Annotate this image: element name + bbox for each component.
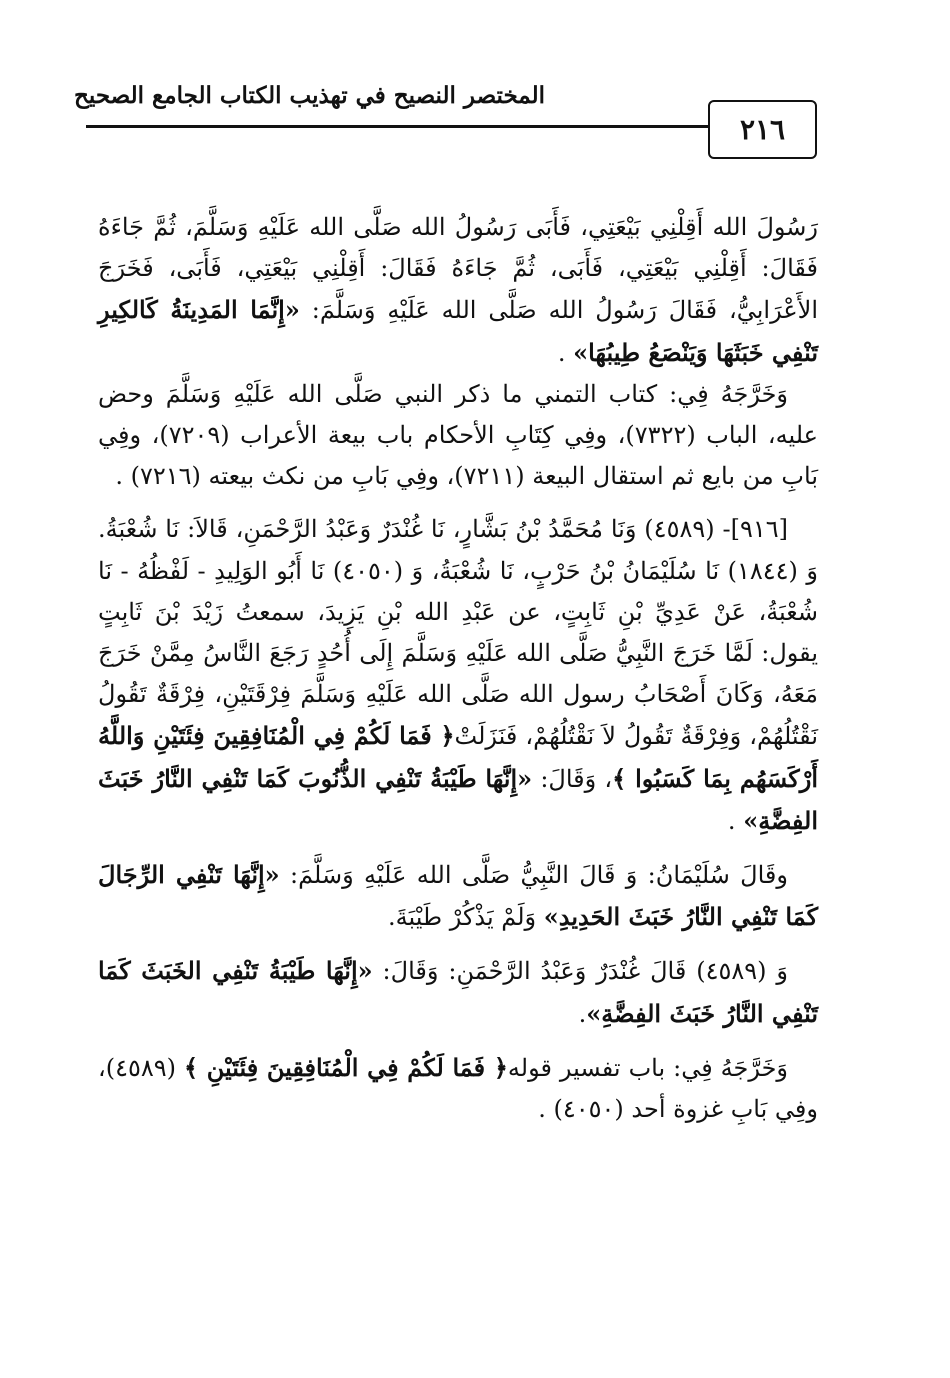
hadith-quote-3: «إِنَّهَا تَنْفِي الرِّجَالَ كَمَا تَنْفِي النَّارُ خَبَثَ الحَدِيدِ» bbox=[98, 860, 818, 932]
paragraph-6-text-b: (٤٥٨٩)، وفِي بَابِ غزوة أحد (٤٠٥٠) . bbox=[98, 1053, 818, 1124]
hadith-quote-1: «إِنَّمَا المَدِينَةُ كَالكِيرِ تَنْفِي خَبَثَهَا وَيَنْصَعُ طِيبُهَا» bbox=[98, 295, 818, 367]
header-rule bbox=[86, 125, 711, 128]
hadith-quote-2: «إِنَّهَا طَيْبَةُ تَنْفِي الذُّنُوبَ كَمَا تَنْفِي النَّارُ خَبَثَ الفِضَّةِ» bbox=[98, 763, 818, 835]
page-number: ٢١٦ bbox=[739, 113, 786, 146]
paragraph-5 bbox=[98, 950, 818, 1034]
running-header-title: المختصر النصيح في تهذيب الكتاب الجامع الصحيح bbox=[74, 82, 545, 109]
quran-verse-1: ﴿ فَمَا لَكُمْ فِي الْمُنَافِقِينَ فِئَتَيْنِ وَاللَّهُ أَرْكَسَهُم بِمَا كَسَبُوا ﴾ bbox=[98, 721, 818, 793]
paragraph-5-text-b: . bbox=[578, 999, 587, 1028]
paragraph-gap bbox=[98, 497, 818, 509]
paragraph-3 bbox=[98, 509, 818, 842]
paragraph-3-text-a: [٩١٦]- (٤٥٨٩) وَنَا مُحَمَّدُ بْنُ بَشَّارٍ، نَا غُنْدَرٌ وَعَبْدُ الرَّحْمَنِ، قَالاَ: نَا شُعْبَةُ. وَ (١٨٤٤) نَا سُلَيْمَانُ بْنُ حَرْبٍ، نَا شُعْبَةُ، وَ (٤٠٥٠) نَا أَبُو الوَلِيدِ - لَفْظُهُ - نَا شُعْبَةُ، عَنْ عَدِيِّ بْنِ ثَابِتٍ، عن عَبْدِ الله بْنِ يَزِيدَ، سمعتُ زَيْدَ بْنَ ثَابِتٍ يقول: لَمَّا خَرَجَ النَّبِيُّ صَلَّى الله عَلَيْهِ وَسَلَّمَ إِلَى أُحُدٍ رَجَعَ النَّاسُ مِمَّنْ خَرَجَ مَعَهُ، وَكَانَ أَصْحَابُ رسول الله صَلَّى الله عَلَيْهِ وَسَلَّمَ فِرْقَتَيْنِ، فِرْقَةٌ تَقُولُ نَقْتُلُهُمْ، وَفِرْقَةٌ تَقُولُ لاَ نَقْتُلُهُمْ، فَنَزَلَتْ bbox=[98, 515, 818, 751]
paragraph-2: وَخَرَّجَهُ فِي: كتاب التمني ما ذكر النبي صَلَّى الله عَلَيْهِ وَسَلَّمَ وحض عليه، الباب (٧٣٢٢)، وفِي كِتَابِ الأحكام باب بيعة الأعراب (٧٢٠٩)، وفِي بَابِ من بايع ثم استقال البيعة (٧٢١١)، وفِي بَابِ من نكث بيعته (٧٢١٦) . bbox=[98, 379, 818, 491]
paragraph-4-text-b: وَلَمْ يَذْكُرْ طَيْبَةَ. bbox=[387, 903, 544, 932]
paragraph-3-text-b: ، وَقَالَ: bbox=[532, 764, 613, 793]
paragraph-3-text-c: . bbox=[727, 806, 744, 835]
paragraph-gap bbox=[98, 938, 818, 950]
paragraph-1 bbox=[98, 207, 818, 374]
paragraph-1-text-b: . bbox=[557, 338, 574, 367]
paragraph-1-text-a: رَسُولَ الله أَقِلْنِي بَيْعَتِي، فَأَبَى رَسُولُ الله صَلَّى الله عَلَيْهِ وَسَلَّمَ، ثُمَّ جَاءَهُ فَقَالَ: أَقِلْنِي بَيْعَتِي، فَأَبَى، ثُمَّ جَاءَهُ فَقَالَ: أَقِلْنِي بَيْعَتِي، فَأَبَى، فَخَرَجَ الأَعْرَابِيُّ، فَقَالَ رَسُولُ الله صَلَّى الله عَلَيْهِ وَسَلَّمَ: bbox=[98, 213, 819, 325]
paragraph-5-text-a: وَ (٤٥٨٩) قَالَ غُنْدَرٌ وَعَبْدُ الرَّحْمَنِ: وَقَالَ: bbox=[372, 957, 788, 986]
paragraph-4-text-a: وقَالَ سُلَيْمَانُ: وَ قَالَ النَّبِيُّ صَلَّى الله عَلَيْهِ وَسَلَّمَ: bbox=[279, 861, 788, 890]
paragraph-gap bbox=[98, 1035, 818, 1047]
paragraph-6-text-a: وَخَرَّجَهُ فِي: باب تفسير قوله bbox=[507, 1053, 788, 1082]
page-number-box bbox=[708, 100, 817, 159]
paragraph-4 bbox=[98, 854, 818, 938]
paragraph-6 bbox=[98, 1047, 818, 1130]
paragraph-gap bbox=[98, 842, 818, 854]
hadith-quote-4: «إِنَّهَا طَيْبَةُ تَنْفِي الخَبَثَ كَمَا تَنْفِي النَّارُ خَبَثَ الفِضَّةِ» bbox=[98, 956, 818, 1028]
quran-verse-2: ﴿ فَمَا لَكُمْ فِي الْمُنَافِقِينَ فِئَتَيْنِ ﴾ bbox=[184, 1052, 508, 1082]
main-text bbox=[98, 207, 818, 1130]
